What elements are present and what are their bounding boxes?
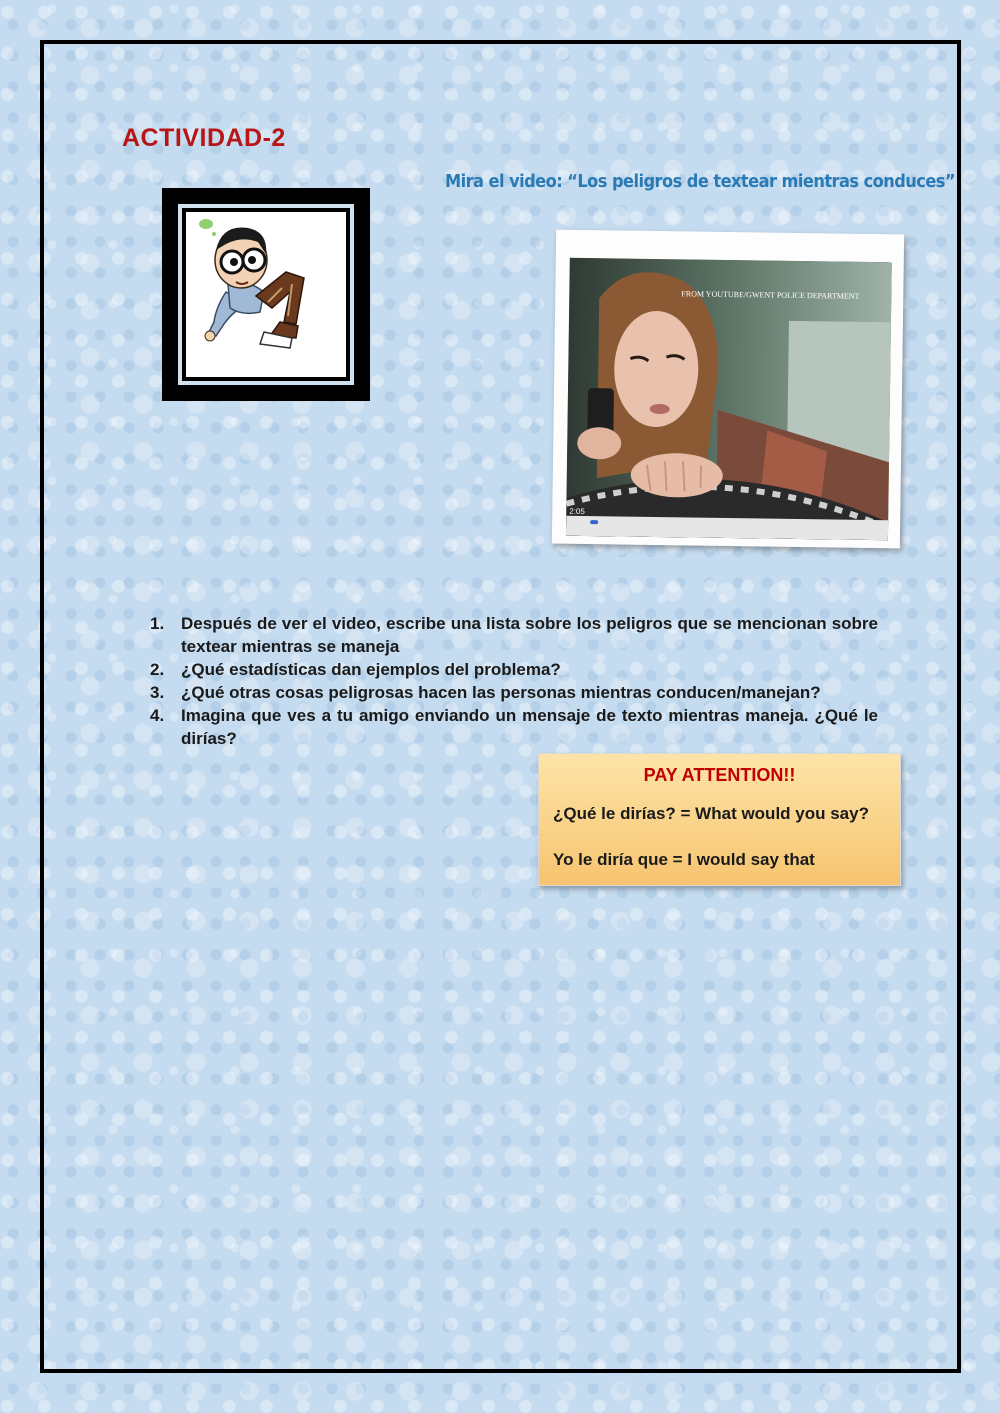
pay-attention-callout	[538, 753, 901, 886]
question-number: 2.	[150, 660, 165, 679]
list-item	[150, 658, 878, 681]
callout-line-1: ¿Qué le dirías? = What would you say?	[553, 804, 869, 823]
list-item	[150, 612, 878, 658]
question-text: ¿Qué otras cosas peligrosas hacen las personas mientras conducen/manejan?	[181, 683, 821, 702]
callout-title: PAY ATTENTION!!	[643, 765, 796, 785]
question-list	[150, 612, 878, 750]
question-number: 3.	[150, 683, 165, 702]
video-screen[interactable]	[566, 258, 892, 540]
question-number: 4.	[150, 706, 165, 725]
question-number: 1.	[150, 614, 165, 633]
question-text: Después de ver el video, escribe una lista sobre los peligros que se mencionan sobre textear mientras se maneja	[181, 614, 878, 656]
video-instruction: Mira el video: “Los peligros de textear mientras conduces”	[445, 171, 955, 192]
callout-line-2: Yo le diría que = I would say that	[553, 850, 815, 869]
activity-title: ACTIVIDAD-2	[122, 124, 286, 152]
video-thumbnail[interactable]	[552, 230, 904, 549]
list-item	[150, 681, 878, 704]
question-text: Imagina que ves a tu amigo enviando un mensaje de texto mientras maneja. ¿Qué le dirías?	[181, 706, 878, 748]
thinking-man-icon	[186, 212, 334, 365]
cartoon-illustration-frame	[162, 188, 370, 401]
video-source-caption: FROM YOUTUBE/GWENT POLICE DEPARTMENT	[681, 289, 860, 301]
cartoon-illustration	[186, 212, 346, 377]
video-timestamp: 2:05	[569, 506, 585, 517]
list-item	[150, 704, 878, 750]
question-text: ¿Qué estadísticas dan ejemplos del problema?	[181, 660, 561, 679]
